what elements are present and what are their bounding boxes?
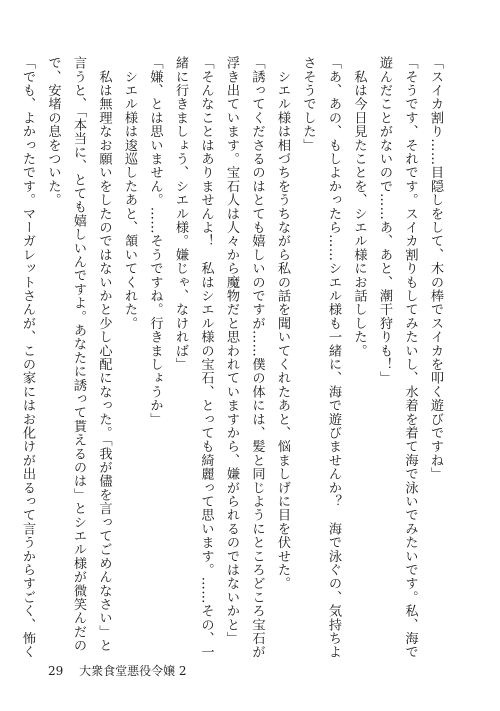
text-line: シエル様は逡巡したあと、頷いてくれた。 — [122, 56, 137, 330]
text-line: で、安堵の息をついた。 — [45, 56, 61, 207]
text-line: さそうでした」 — [300, 56, 316, 152]
text-line: 緒に行きましょう、シエル様。嫌じゃ、なければ」 — [173, 56, 188, 372]
text-line: 言うと、「本当に、とても嬉しいんですよ。あなたに誘って貰えるのは」とシエル様が微笑んだの — [71, 56, 86, 653]
text-line: 「誘ってくださるのはとても嬉しいのですが……僕の体には、髪と同じようにところどころ宝石が — [249, 56, 265, 659]
text-line: 「嫌、とは思いません。……そうですね。行きましょうか」 — [147, 56, 163, 426]
vertical-text-body — [20, 56, 448, 659]
text-line: 遊んだことがないので……あ、あと、潮干狩りも！」 — [377, 56, 392, 385]
text-line: 私は今日見たことを、シエル様にお話しした。 — [351, 56, 367, 358]
text-line: 「そんなことはありませんよ！ 私はシエル様の宝石、とっても綺麗って思います。……その、一 — [198, 56, 214, 659]
text-line: 「そうです、それです。スイカ割りもしてみたいし、水着を着て海で泳いでみたいです。私、海で — [402, 56, 418, 659]
page-footer — [48, 662, 187, 679]
text-line: シエル様は相づちをうちながら私の話を聞いてくれたあと、悩ましげに目を伏せた。 — [275, 56, 290, 591]
book-title: 大衆食堂悪役令嬢 2 — [79, 664, 187, 678]
text-line: 私は無理なお願いをしたのではないかと少し心配になった。「我が儘を言ってごめんなさい」と — [96, 56, 112, 653]
text-line: 「でも、よかったです。マーガレットさんが、この家にはお化けが出るって言うからすごく、怖く — [20, 56, 35, 659]
text-line: 浮き出ています。宝石人は人々から魔物だと思われていますから、嫌がられるのではないかと」 — [224, 56, 239, 646]
text-line: 「スイカ割り……目隠しをして、木の棒でスイカを叩く遊びですね」 — [428, 56, 443, 481]
text-line: 「あ、あの、もしよかったら……シエル様も一緒に、海で遊びませんか？ 海で泳ぐの、気持ちよ — [326, 56, 341, 659]
page-number: 29 — [48, 664, 64, 678]
